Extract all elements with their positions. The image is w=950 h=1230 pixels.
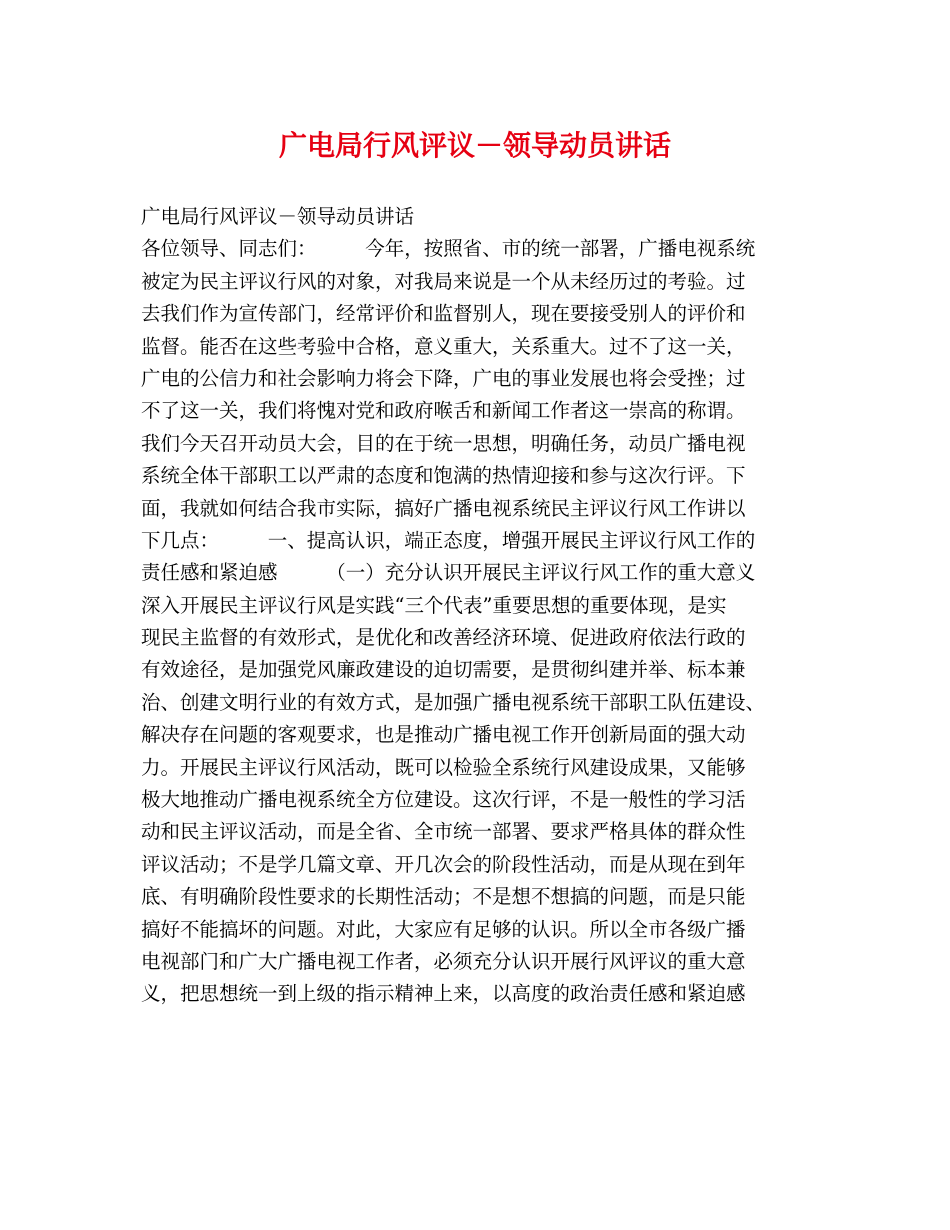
body-line: 深入开展民主评议行风是实践“三个代表”重要思想的重要体现，是实 [141, 593, 727, 617]
body-line: 治、创建文明行业的有效方式，是加强广播电视系统干部职工队伍建设、 [141, 690, 766, 714]
body-line: 动和民主评议活动，而是全省、全市统一部署、要求严格具体的群众性 [141, 820, 746, 844]
body-line: 我们今天召开动员大会，目的在于统一思想，明确任务，动员广播电视 [141, 431, 746, 455]
body-line: 现民主监督的有效形式，是优化和改善经济环境、促进政府依法行政的 [141, 626, 746, 650]
body-line: 义，把思想统一到上级的指示精神上来，以高度的政治责任感和紧迫感 [141, 982, 746, 1006]
body-line: 解决存在问题的客观要求，也是推动广播电视工作开创新局面的强大动 [141, 723, 746, 747]
body-line: 力。开展民主评议行风活动，既可以检验全系统行风建设成果，又能够 [141, 755, 746, 779]
body-line: 底、有明确阶段性要求的长期性活动；不是想不想搞的问题，而是只能 [141, 885, 746, 909]
body-line: 各位领导、同志们： 今年，按照省、市的统一部署，广播电视系统 [141, 237, 756, 261]
body-line: 面，我就如何结合我市实际，搞好广播电视系统民主评议行风工作讲以 [141, 496, 746, 520]
body-line: 不了这一关，我们将愧对党和政府喉舌和新闻工作者这一崇高的称谓。 [141, 399, 746, 423]
body-line: 被定为民主评议行风的对象，对我局来说是一个从未经历过的考验。过 [141, 269, 746, 293]
body-line: 评议活动；不是学几篇文章、开几次会的阶段性活动，而是从现在到年 [141, 852, 746, 876]
body-line: 极大地推动广播电视系统全方位建设。这次行评，不是一般性的学习活 [141, 788, 746, 812]
body-line: 广电局行风评议－领导动员讲话 [141, 205, 415, 228]
document-title: 广电局行风评议－领导动员讲话 [278, 129, 671, 162]
body-line: 责任感和紧迫感 （一）充分认识开展民主评议行风工作的重大意义 [141, 561, 756, 585]
body-line: 电视部门和广大广播电视工作者，必须充分认识开展行风评议的重大意 [141, 949, 746, 973]
body-line: 广电的公信力和社会影响力将会下降，广电的事业发展也将会受挫；过 [141, 366, 746, 390]
body-line: 下几点： 一、提高认识，端正态度，增强开展民主评议行风工作的 [141, 528, 756, 552]
document-body [141, 201, 831, 1011]
body-line: 搞好不能搞坏的问题。对此，大家应有足够的认识。所以全市各级广播 [141, 917, 746, 941]
body-line: 监督。能否在这些考验中合格，意义重大，关系重大。过不了这一关， [141, 334, 746, 358]
body-line: 去我们作为宣传部门，经常评价和监督别人，现在要接受别人的评价和 [141, 302, 746, 326]
body-line: 系统全体干部职工以严肃的态度和饱满的热情迎接和参与这次行评。下 [141, 464, 746, 488]
body-line: 有效途径，是加强党风廉政建设的迫切需要，是贯彻纠建并举、标本兼 [141, 658, 746, 682]
